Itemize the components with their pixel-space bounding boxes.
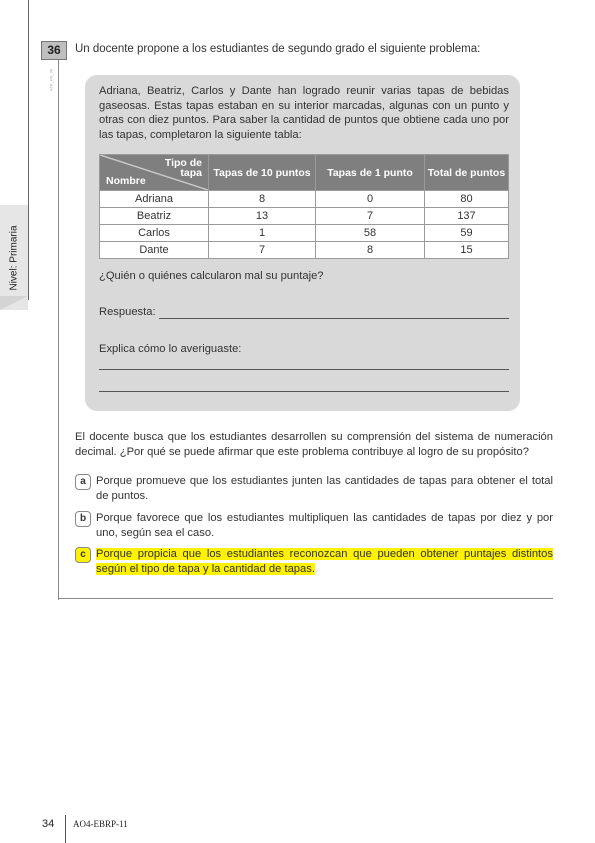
cell-tapas-1: 8 — [316, 242, 425, 259]
option-text-highlighted — [96, 547, 553, 576]
table-row — [100, 242, 509, 259]
explain-line-1[interactable] — [99, 369, 509, 370]
cell-name: Dante — [100, 242, 209, 259]
highlighted-answer: Porque propicia que los estudiantes reconozcan que pueden obtener puntajes distintos según el tipo de tapa y la cantidad de tapas. — [96, 548, 553, 575]
answer-label: Respuesta: — [99, 306, 156, 318]
document-code: AO4-EBRP-11 — [73, 819, 128, 829]
table-row — [100, 225, 509, 242]
cell-tapas-1: 7 — [316, 208, 425, 225]
option-text: Porque promueve que los estudiantes junten las cantidades de tapas para obtener el total de puntos. — [96, 475, 553, 502]
option-letter: a — [75, 474, 91, 490]
header-type-label: Tipo de tapa — [164, 157, 202, 179]
level-tab-corner — [0, 296, 28, 310]
answer-line[interactable] — [159, 318, 509, 319]
header-total: Total de puntos — [425, 155, 509, 191]
cell-total: 137 — [425, 208, 509, 225]
left-margin-rule — [28, 0, 29, 300]
cell-tapas-1: 58 — [316, 225, 425, 242]
table-header-row — [100, 155, 509, 191]
header-tapas-10: Tapas de 10 puntos — [209, 155, 316, 191]
question-frame-left-rule — [58, 55, 59, 600]
option-letter: b — [75, 511, 91, 527]
problem-question: ¿Quién o quiénes calcularon mal su puntaje? — [99, 270, 324, 282]
page-number: 34 — [42, 818, 55, 830]
cell-name: Carlos — [100, 225, 209, 242]
question-frame-bottom-rule — [58, 598, 553, 599]
level-label: Nivel: Primaria — [8, 225, 20, 291]
explain-label: Explica cómo lo averiguaste: — [99, 343, 242, 355]
cell-tapas-10: 7 — [209, 242, 316, 259]
header-name-label: Nombre — [106, 175, 146, 187]
cell-tapas-10: 8 — [209, 191, 316, 208]
cell-name: Beatriz — [100, 208, 209, 225]
cell-total: 80 — [425, 191, 509, 208]
item-code: ATR_PR_36 — [48, 68, 54, 92]
prompt-paragraph: El docente busca que los estudiantes desarrollen su comprensión del sistema de numeración decimal. ¿Por qué se puede afirmar que este problema contribuye al logro de su propósito? — [75, 431, 553, 458]
footer-separator — [65, 815, 66, 843]
cell-name: Adriana — [100, 191, 209, 208]
question-number: 36 — [41, 41, 67, 60]
table-row — [100, 191, 509, 208]
question-text: Un docente propone a los estudiantes de segundo grado el siguiente problema: — [75, 43, 481, 55]
cell-total: 59 — [425, 225, 509, 242]
diagonal-header-cell — [100, 155, 209, 191]
header-tapas-1: Tapas de 1 punto — [316, 155, 425, 191]
cell-tapas-10: 13 — [209, 208, 316, 225]
explain-line-2[interactable] — [99, 391, 509, 392]
table-row — [100, 208, 509, 225]
points-table — [99, 154, 509, 259]
cell-total: 15 — [425, 242, 509, 259]
cell-tapas-1: 0 — [316, 191, 425, 208]
problem-intro: Adriana, Beatriz, Carlos y Dante han logrado reunir varias tapas de bebidas gaseosas. Estas tapas estaban en su interior marcadas, algunas con un punto y otras con diez puntos. Para saber la cantidad de puntos que obtiene cada uno por las tapas, completaron la siguiente tabla: — [99, 85, 509, 141]
option-letter: c — [75, 547, 91, 563]
option-text: Porque favorece que los estudiantes multipliquen las cantidades de tapas por diez y por uno, según sea el caso. — [96, 512, 553, 539]
cell-tapas-10: 1 — [209, 225, 316, 242]
